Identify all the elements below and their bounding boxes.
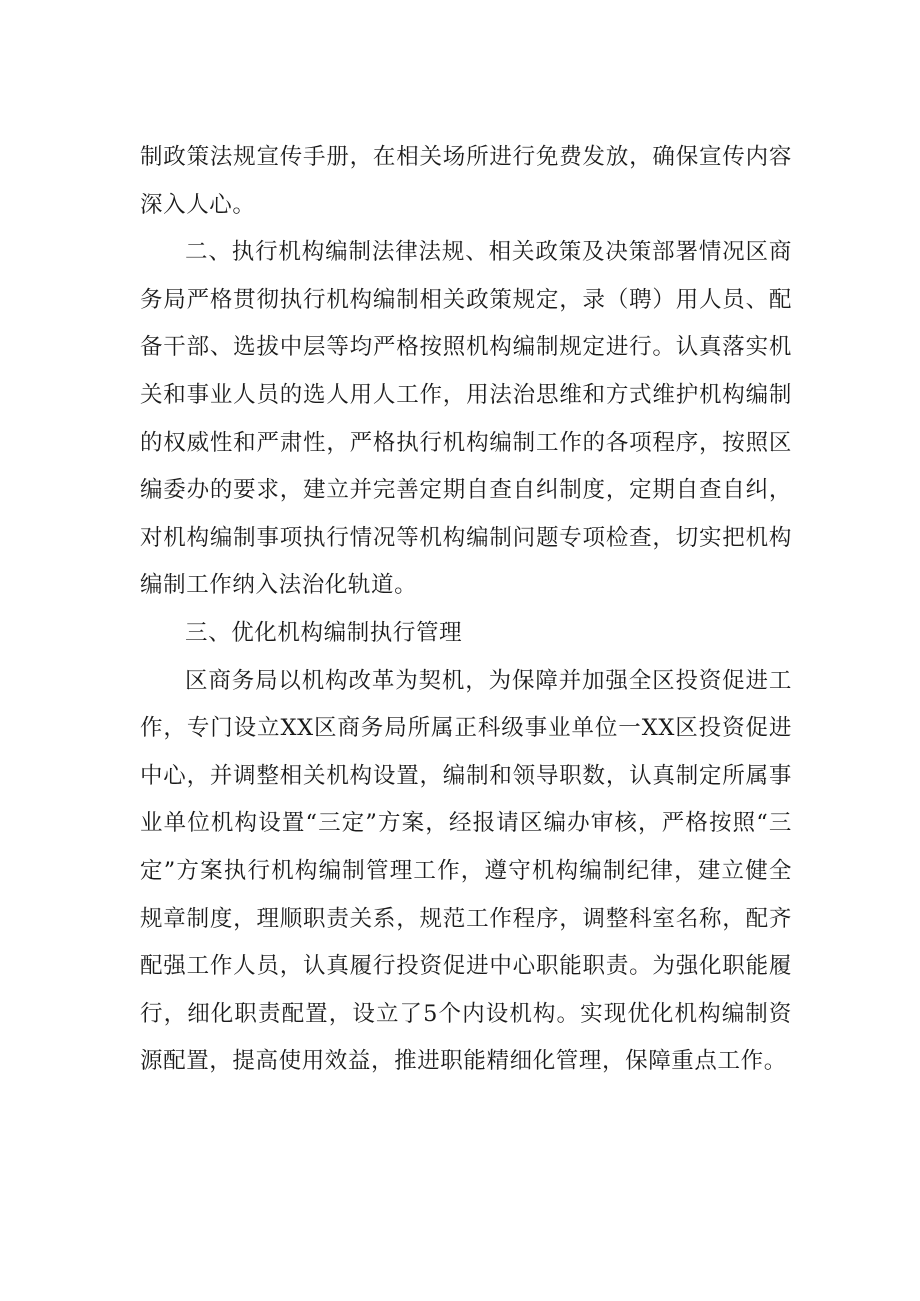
section-three-heading: 三、优化机构编制执行管理 xyxy=(185,619,463,646)
document-body xyxy=(140,134,792,1086)
paragraph-section-two: 二、执行机构编制法律法规、相关政策及决策部署情况区商务局严格贯彻执行机构编制相关政策规定，录（聘）用人员、配备干部、选拔中层等均严格按照机构编制规定进行。认真落实机关和事业人员的选人用人工作，用法治思维和方式维护机构编制的权威性和严肃性，严格执行机构编制工作的各项程序，按照区编委办的要求，建立并完善定期自查自纠制度，定期自查自纠，对机构编制事项执行情况等机构编制问题专项检查，切实把机构编制工作纳入法治化轨道。 xyxy=(140,239,792,599)
paragraph-section-three-body: 区商务局以机构改革为契机，为保障并加强全区投资促进工作，专门设立XX区商务局所属正科级事业单位一XX区投资促进中心，并调整相关机构设置，编制和领导职数，认真制定所属事业单位机构设置“三定”方案，经报请区编办审核，严格按照“三定”方案执行机构编制管理工作，遵守机构编制纪律，建立健全规章制度，理顺职责关系，规范工作程序，调整科室名称，配齐配强工作人员，认真履行投资促进中心职能职责。为强化职能履行，细化职责配置，设立了5个内设机构。实现优化机构编制资源配置，提高使用效益，推进职能精细化管理，保障重点工作。 xyxy=(140,667,792,1075)
paragraph-continuation: 制政策法规宣传手册，在相关场所进行免费发放，确保宣传内容深入人心。 xyxy=(140,144,792,218)
